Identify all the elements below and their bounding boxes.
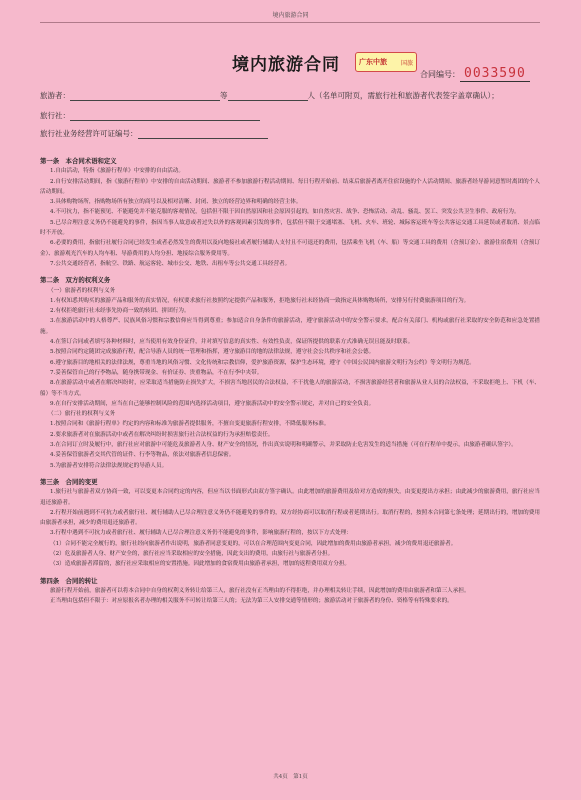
clause: （3）造成旅游者滞留的，旅行社应采取相应的安置措施。因此增加的食宿费用由旅游者承担，增加的返程费用双方分担。 (50, 561, 351, 568)
traveler-note: 人（名单可附页，需旅行社和旅游者代表签字盖章确认）； (307, 91, 499, 100)
traveler-count-line[interactable] (228, 92, 308, 101)
clause: 5.为旅游者安排符合法律法规规定的导游人员。 (50, 462, 168, 469)
section-heading: 第四条 合同的转让 (40, 576, 98, 585)
contract-number (420, 66, 530, 81)
traveler-field (40, 90, 499, 101)
clause: 4.在签订合同或者填写各种材料时，应当使用有效身份证件，并对填写信息的真实性、有效性负责，保证所提供的联系方式准确无误且能及时联系。 (50, 339, 414, 346)
clause: 1.按照合同和《旅游行程单》约定的内容和标准为旅游者提供服务，不擅自变更旅游行程安排，不降低服务标准。 (50, 421, 330, 428)
stamp-subtext: 国旅 (400, 59, 413, 67)
clause: 7.公共交通经营者，指航空、铁路、航运客轮、城市公交、地铁、出租车等公共交通工具经营者。 (50, 260, 291, 267)
license-label: 旅行社业务经营许可证编号： (40, 129, 138, 138)
clause: 3.具体购物场所，指购物场所有独立的商号以及相对清晰、封闭、独立的经营边界和明确的经营主体。 (50, 199, 302, 206)
running-header: 境内旅游合同 (272, 12, 309, 19)
clause: 4.不可抗力，指不能预见、不能避免并不能克服的客观情况，包括但不限于因自然原因和社会原因引起的，如自然灾害、战争、恐怖活动、动乱、骚乱、罢工、突发公共卫生事件、政府行为。 (50, 209, 520, 216)
clause: 2.有权拒绝旅行社未经事先协商一致的转团、拼团行为。 (50, 308, 190, 315)
clause: （1）合同不能完全履行的，旅行社经向旅游者作出说明，旅游者同意变更的，可以在合理范围内变更合同，因此增加的费用由旅游者承担，减少的费用退还旅游者。 (50, 540, 457, 547)
subsection-title: （一）旅游者的权利与义务 (48, 287, 116, 294)
clause: 5.已尽合理注意义务仍不能避免的事件，指因当事人故意或者过失以外的客观因素引发的事件，包括但不限于交通堵塞、飞机、火车、班轮、城际客运班车等公共客运交通工具延误或者取消、景点临时不开放。 (40, 219, 540, 237)
agency-label: 旅行社： (40, 111, 70, 120)
section-heading: 第一条 本合同术语和定义 (40, 157, 117, 165)
clause: 3.在旅游活动中的人格尊严、民族风俗习惯和宗教信仰应当得到尊重；参加适合自身条件的旅游活动，遵守旅游活动中的安全警示要求，配合有关部门、机构或旅行社采取的安全防范和应急处置措施。 (40, 318, 540, 335)
agency-field (40, 110, 260, 121)
traveler-mid: 等 (220, 91, 228, 100)
contract-number-value: 0033590 (460, 66, 530, 82)
section-heading: 第二条 双方的权利义务 (40, 276, 111, 285)
subsection-title: （二）旅行社的权利与义务 (48, 411, 116, 418)
contract-number-label: 合同编号： (420, 70, 460, 79)
page-footer: 共4页 第1页 (273, 774, 308, 780)
traveler-input-line[interactable] (70, 92, 220, 101)
clause: 5.按照合同约定随团完成旅游行程，配合导游人员的统一管理和指挥，遵守旅游目的地的法律法规，遵守社会公共秩序和社会公德。 (50, 349, 375, 356)
section-heading: 第三条 合同的变更 (40, 477, 98, 486)
clause: 8.在旅游活动中或者在解决纠纷时，应采取适当措施防止损失扩大，不损害当地居民的合法权益，不干扰他人的旅游活动，不损害旅游经营者和旅游从业人员的合法权益，不采取拒绝上、下机（车、船）等不当方式。 (40, 380, 540, 397)
agency-input-line[interactable] (70, 112, 260, 121)
page-title: 境内旅游合同 (232, 55, 340, 75)
license-field (40, 128, 268, 139)
traveler-label: 旅游者： (40, 91, 70, 100)
clause: （2）危及旅游者人身、财产安全的，旅行社应当采取相应的安全措施，因此支出的费用，由旅行社与旅游者分担。 (50, 550, 334, 557)
clause: 3.在合同订立时及履行中，旅行社应对旅游中可能危及旅游者人身、财产安全的情况，作出真实说明和明确警示，并采取防止危害发生的适当措施（可在行程单中提示，由旅游者确认签字）。 (50, 442, 517, 449)
clause: 6.遵守旅游目的地相关的法律法规，尊重当地的风俗习惯、文化传统和宗教信仰，爱护旅游资源，保护生态环境，遵守《中国公民国内旅游文明行为公约》等文明行为规范。 (50, 359, 475, 366)
clause: 2.要求旅游者对在旅游活动中或者在解决纠纷时损害旅行社合法权益的行为承担赔偿责任。 (50, 431, 274, 438)
clause: 1.自由活动，特指《旅游行程单》中安排的自由活动。 (50, 168, 184, 175)
stamp-text: 广东中旅 (359, 57, 387, 66)
clause: 1.有权知悉其购买的旅游产品和服务的真实情况，有权要求旅行社按照约定提供产品和服务，拒绝旅行社未经协商一致指定具体购物场所，安排另行付费旅游项目的行为。 (50, 297, 470, 304)
clause: 正当理由包括但不限于：对应原报名者办理的相关服务不可转让给第三人的；无法为第三人安排交通等情形的；旅游活动对于旅游者的身份、资格等有特殊要求的。 (50, 598, 453, 605)
clause: 1.旅行社与旅游者双方协商一致，可以变更本合同约定的内容，但应当以书面形式由双方签字确认。由此增加的旅游费用及给对方造成的损失，由变更提出方承担；由此减少的旅游费用，旅行社应当退还旅游者。 (40, 489, 540, 506)
clause: 7.妥善保管自己的行李物品，随身携带现金、有价证券、贵重物品，不在行李中夹带。 (50, 369, 263, 376)
header-rule (40, 22, 540, 23)
agency-stamp (355, 52, 417, 72)
clause: 6.必要的费用，指旅行社履行合同已经发生或者必然发生的费用以及向地接社或者履行辅助人支付且不可退还的费用，包括乘坐飞机（车、船）等交通工具的费用（含预订金）、旅游住宿费用（含预订金）、旅游观光汽车的人均车租、导游费用的人均分担、地接综合服务费用等。 (40, 240, 540, 257)
license-input-line[interactable] (138, 130, 268, 139)
contract-body (40, 150, 540, 606)
clause: 旅游行程开始前，旅游者可以将本合同中自身的权利义务转让给第三人，旅行社没有正当理由的不得拒绝，并办理相关转让手续，因此增加的费用由旅游者和第三人承担。 (50, 587, 470, 594)
clause: 4.妥善保管旅游者交其代管的证件、行李等物品，依法对旅游者信息保密。 (50, 452, 235, 459)
clause: 2.自行安排活动期间，指《旅游行程单》中安排的自由活动期间、旅游者不参加旅游行程活动期间、每日行程开始前、结束后旅游者离开住宿设施的个人活动期间、旅游者经导游同意暂时离团的个人活动期间。 (40, 178, 540, 195)
clause: 9.在自行安排活动期间，应当在自己能够控制风险的范围内选择活动项目，遵守旅游活动中的安全警示规定，并对自己的安全负责。 (50, 400, 375, 407)
clause: 3.行程中遇到不可抗力或者旅行社、履行辅助人已尽合理注意义务仍不能避免的事件，影响旅游行程的，按以下方式处理： (50, 530, 352, 537)
clause: 2.行程开始前遇到不可抗力或者旅行社、履行辅助人已尽合理注意义务仍不能避免的事件的，双方经协商可以取消行程或者延期出行。取消行程的，按照本合同第七条处理；延期出行的，增加的费用由旅游者承担，减少的费用退还旅游者。 (40, 509, 540, 527)
